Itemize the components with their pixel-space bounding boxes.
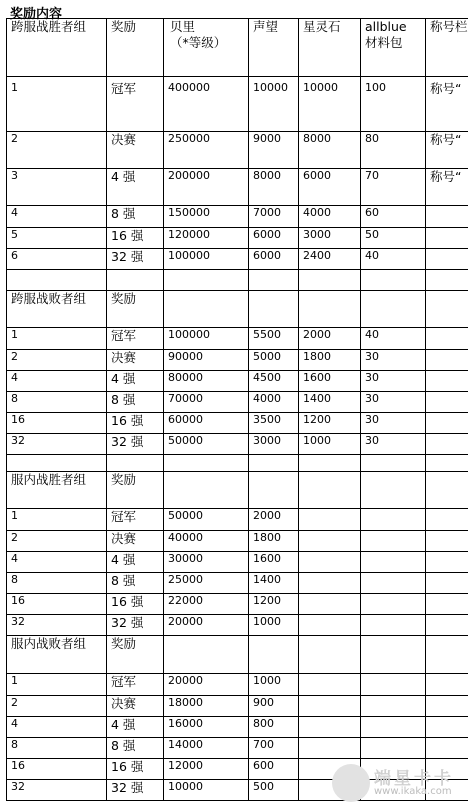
table-cell <box>426 552 468 573</box>
group-header: 服内战胜者组 <box>7 472 107 509</box>
table-row <box>7 509 468 531</box>
material-header: allblue 材料包 <box>361 19 426 77</box>
empty-cell <box>361 472 426 509</box>
table-cell: 16 强 <box>107 594 164 615</box>
table-cell: 1800 <box>299 350 361 371</box>
empty-cell <box>164 472 249 509</box>
table-cell <box>426 573 468 594</box>
table-cell: 1200 <box>299 413 361 434</box>
table-cell: 5000 <box>249 350 299 371</box>
table-cell: 200000 <box>164 169 249 206</box>
empty-cell <box>7 270 107 291</box>
table-cell: 决赛 <box>107 350 164 371</box>
table-cell: 8 强 <box>107 573 164 594</box>
table-cell: 32 强 <box>107 434 164 455</box>
table-cell: 1400 <box>249 573 299 594</box>
table-cell: 3500 <box>249 413 299 434</box>
table-cell: 500 <box>249 780 299 801</box>
page-title: 奖励内容 <box>10 7 63 22</box>
table-cell: 决赛 <box>107 132 164 169</box>
table-cell: 1600 <box>249 552 299 573</box>
table-cell: 20000 <box>164 674 249 696</box>
table-cell: 1200 <box>249 594 299 615</box>
table-cell: 60000 <box>164 413 249 434</box>
table-cell: 决赛 <box>107 696 164 717</box>
table-cell <box>426 696 468 717</box>
rank-cell: 1 <box>7 674 107 696</box>
table-row <box>7 206 468 228</box>
table-cell: 90000 <box>164 350 249 371</box>
table-row <box>7 228 468 249</box>
empty-cell <box>361 455 426 472</box>
empty-cell <box>164 455 249 472</box>
table-cell: 30 <box>361 371 426 392</box>
table-cell: 10000 <box>299 77 361 132</box>
table-cell <box>299 509 361 531</box>
table-cell: 1800 <box>249 531 299 552</box>
table-row <box>7 434 468 455</box>
table-cell: 50 <box>361 228 426 249</box>
table-cell <box>426 615 468 636</box>
table-cell <box>299 674 361 696</box>
table-cell: 8000 <box>249 169 299 206</box>
table-cell: 8 强 <box>107 206 164 228</box>
table-cell <box>426 413 468 434</box>
table-cell: 18000 <box>164 696 249 717</box>
empty-cell <box>107 270 164 291</box>
table-cell: 9000 <box>249 132 299 169</box>
table-cell: 32 强 <box>107 615 164 636</box>
table-cell: 16 强 <box>107 759 164 780</box>
table-cell: 12000 <box>164 759 249 780</box>
table-cell <box>426 249 468 270</box>
table-cell <box>299 615 361 636</box>
spacer-row <box>7 455 468 472</box>
table-cell <box>299 594 361 615</box>
rank-cell: 16 <box>7 759 107 780</box>
empty-cell <box>249 472 299 509</box>
table-cell: 900 <box>249 696 299 717</box>
table-row <box>7 696 468 717</box>
empty-cell <box>249 455 299 472</box>
table-cell: 6000 <box>249 249 299 270</box>
table-cell: 2000 <box>299 328 361 350</box>
table-row <box>7 249 468 270</box>
xinglingshi-header: 星灵石 <box>299 19 361 77</box>
table-row <box>7 531 468 552</box>
table-cell: 800 <box>249 717 299 738</box>
table-cell: 冠军 <box>107 77 164 132</box>
table-cell: 80000 <box>164 371 249 392</box>
table-cell <box>426 350 468 371</box>
table-cell <box>361 531 426 552</box>
table-row <box>7 350 468 371</box>
table-cell: 600 <box>249 759 299 780</box>
table-row <box>7 594 468 615</box>
empty-cell <box>426 636 468 674</box>
rank-cell: 4 <box>7 717 107 738</box>
beili-header: 贝里 （*等级） <box>164 19 249 77</box>
table-cell <box>299 738 361 759</box>
rank-cell: 1 <box>7 77 107 132</box>
section-header-row <box>7 291 468 328</box>
empty-cell <box>299 270 361 291</box>
chenghao-header: 称号栏 <box>426 19 468 77</box>
group-header: 跨服战败者组 <box>7 291 107 328</box>
empty-cell <box>426 472 468 509</box>
table-cell: 称号“ <box>426 132 468 169</box>
rank-cell: 32 <box>7 780 107 801</box>
table-cell: 25000 <box>164 573 249 594</box>
table-cell <box>426 206 468 228</box>
rank-cell: 32 <box>7 434 107 455</box>
rank-cell: 3 <box>7 169 107 206</box>
reward-header: 奖励 <box>107 19 164 77</box>
table-cell: 4000 <box>249 392 299 413</box>
empty-cell <box>426 270 468 291</box>
rank-cell: 2 <box>7 531 107 552</box>
table-row <box>7 169 468 206</box>
table-cell: 4500 <box>249 371 299 392</box>
spacer-row <box>7 270 468 291</box>
table-cell: 400000 <box>164 77 249 132</box>
table-cell: 7000 <box>249 206 299 228</box>
empty-cell <box>107 455 164 472</box>
table-cell: 700 <box>249 738 299 759</box>
empty-cell <box>164 291 249 328</box>
section-header-row <box>7 472 468 509</box>
empty-cell <box>426 455 468 472</box>
empty-cell <box>299 472 361 509</box>
table-cell: 1400 <box>299 392 361 413</box>
table-cell: 70000 <box>164 392 249 413</box>
table-cell: 3000 <box>299 228 361 249</box>
empty-cell <box>7 455 107 472</box>
table-cell <box>299 531 361 552</box>
table-row <box>7 371 468 392</box>
table-cell: 250000 <box>164 132 249 169</box>
table-cell: 30000 <box>164 552 249 573</box>
table-cell <box>361 674 426 696</box>
table-cell: 50000 <box>164 434 249 455</box>
table-cell: 称号“ <box>426 77 468 132</box>
table-row <box>7 573 468 594</box>
table-cell: 4 强 <box>107 371 164 392</box>
table-cell: 100000 <box>164 328 249 350</box>
table-row <box>7 615 468 636</box>
rank-cell: 2 <box>7 696 107 717</box>
table-cell: 70 <box>361 169 426 206</box>
table-cell: 4 强 <box>107 552 164 573</box>
table-cell: 30 <box>361 413 426 434</box>
table-cell: 10000 <box>249 77 299 132</box>
rank-cell: 2 <box>7 132 107 169</box>
table-cell <box>299 717 361 738</box>
table-cell <box>426 594 468 615</box>
table-cell <box>361 615 426 636</box>
table-cell: 6000 <box>299 169 361 206</box>
empty-cell <box>361 270 426 291</box>
empty-cell <box>361 291 426 328</box>
rank-cell: 16 <box>7 413 107 434</box>
table-cell: 150000 <box>164 206 249 228</box>
table-cell: 决赛 <box>107 531 164 552</box>
table-cell <box>426 434 468 455</box>
table-cell: 1600 <box>299 371 361 392</box>
table-cell <box>299 573 361 594</box>
table-row <box>7 674 468 696</box>
section-header-row <box>7 636 468 674</box>
rank-cell: 8 <box>7 738 107 759</box>
table-row <box>7 328 468 350</box>
empty-cell <box>299 636 361 674</box>
table-cell <box>361 573 426 594</box>
table-cell: 4 强 <box>107 717 164 738</box>
table-cell: 30 <box>361 434 426 455</box>
table-cell: 22000 <box>164 594 249 615</box>
table-cell: 3000 <box>249 434 299 455</box>
table-cell: 20000 <box>164 615 249 636</box>
rank-cell: 2 <box>7 350 107 371</box>
table-cell <box>426 392 468 413</box>
reward-header: 奖励 <box>107 636 164 674</box>
reward-header: 奖励 <box>107 472 164 509</box>
table-cell: 16000 <box>164 717 249 738</box>
table-row <box>7 392 468 413</box>
table-cell: 10000 <box>164 780 249 801</box>
watermark-logo-icon <box>332 764 370 802</box>
table-row <box>7 132 468 169</box>
table-cell: 冠军 <box>107 328 164 350</box>
table-cell: 100 <box>361 77 426 132</box>
group-header: 跨服战胜者组 <box>7 19 107 77</box>
rank-cell: 8 <box>7 573 107 594</box>
rank-cell: 1 <box>7 509 107 531</box>
rank-cell: 16 <box>7 594 107 615</box>
table-cell <box>426 674 468 696</box>
empty-cell <box>361 636 426 674</box>
rank-cell: 1 <box>7 328 107 350</box>
rank-cell: 4 <box>7 206 107 228</box>
table-cell <box>361 552 426 573</box>
table-cell: 5500 <box>249 328 299 350</box>
table-cell <box>426 717 468 738</box>
rank-cell: 5 <box>7 228 107 249</box>
table-cell: 8000 <box>299 132 361 169</box>
table-cell: 6000 <box>249 228 299 249</box>
table-cell: 冠军 <box>107 509 164 531</box>
empty-cell <box>426 291 468 328</box>
table-cell: 8 强 <box>107 392 164 413</box>
empty-cell <box>249 291 299 328</box>
table-cell: 100000 <box>164 249 249 270</box>
table-cell: 1000 <box>249 615 299 636</box>
table-cell: 40 <box>361 249 426 270</box>
table-row <box>7 413 468 434</box>
empty-cell <box>299 291 361 328</box>
table-cell <box>426 228 468 249</box>
rank-cell: 32 <box>7 615 107 636</box>
table-cell: 8 强 <box>107 738 164 759</box>
table-cell: 2400 <box>299 249 361 270</box>
table-cell <box>299 696 361 717</box>
table-cell: 称号“ <box>426 169 468 206</box>
table-cell <box>361 738 426 759</box>
empty-cell <box>249 636 299 674</box>
table-cell <box>361 717 426 738</box>
reward-header: 奖励 <box>107 291 164 328</box>
watermark-brand: 端星卡卡 <box>374 769 454 789</box>
table-cell: 120000 <box>164 228 249 249</box>
table-cell <box>361 509 426 531</box>
table-cell: 16 强 <box>107 413 164 434</box>
empty-cell <box>249 270 299 291</box>
table-cell: 50000 <box>164 509 249 531</box>
section-header-row <box>7 19 468 77</box>
table-cell: 32 强 <box>107 780 164 801</box>
table-cell: 40 <box>361 328 426 350</box>
table-cell: 16 强 <box>107 228 164 249</box>
table-cell <box>426 328 468 350</box>
table-cell: 80 <box>361 132 426 169</box>
shengwang-header: 声望 <box>249 19 299 77</box>
table-cell: 40000 <box>164 531 249 552</box>
table-cell: 2000 <box>249 509 299 531</box>
table-cell: 14000 <box>164 738 249 759</box>
watermark <box>332 762 462 804</box>
empty-cell <box>164 270 249 291</box>
table-cell <box>299 552 361 573</box>
group-header: 服内战败者组 <box>7 636 107 674</box>
table-cell <box>426 509 468 531</box>
table-cell: 1000 <box>249 674 299 696</box>
table-row <box>7 738 468 759</box>
table-row <box>7 77 468 132</box>
reward-table <box>6 18 468 801</box>
watermark-url: www.ikaka.com <box>374 786 452 797</box>
table-cell: 4000 <box>299 206 361 228</box>
table-cell <box>361 696 426 717</box>
table-row <box>7 552 468 573</box>
table-cell <box>426 371 468 392</box>
table-cell: 冠军 <box>107 674 164 696</box>
rank-cell: 4 <box>7 371 107 392</box>
table-row <box>7 717 468 738</box>
table-cell: 30 <box>361 350 426 371</box>
table-cell: 4 强 <box>107 169 164 206</box>
table-cell <box>361 594 426 615</box>
empty-cell <box>164 636 249 674</box>
table-cell: 32 强 <box>107 249 164 270</box>
empty-cell <box>299 455 361 472</box>
rank-cell: 8 <box>7 392 107 413</box>
table-cell <box>426 531 468 552</box>
table-cell: 60 <box>361 206 426 228</box>
rank-cell: 6 <box>7 249 107 270</box>
table-cell: 30 <box>361 392 426 413</box>
table-cell <box>426 738 468 759</box>
table-cell: 1000 <box>299 434 361 455</box>
rank-cell: 4 <box>7 552 107 573</box>
